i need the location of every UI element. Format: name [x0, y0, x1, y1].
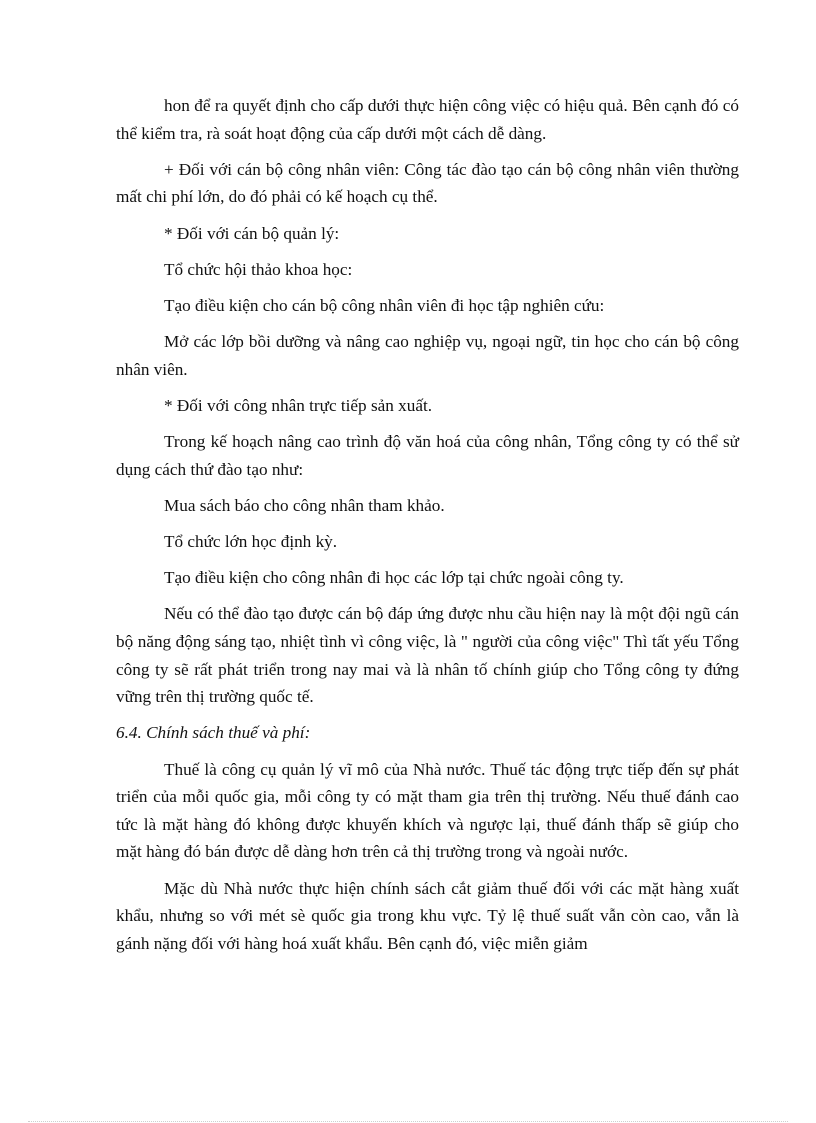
paragraph: Mở các lớp bồi dưỡng và nâng cao nghiệp vụ, ngoại ngữ, tin học cho cán bộ công nhân viên.: [116, 332, 739, 379]
paragraph: Tổ chức lớn học định kỳ.: [164, 532, 338, 552]
paragraph: + Đối với cán bộ công nhân viên: Công tác đào tạo cán bộ công nhân viên thường mất chi phí lớn, do đó phải có kế hoạch cụ thể.: [116, 159, 739, 207]
paragraph: * Đối với cán bộ quản lý:: [164, 223, 340, 243]
paragraph: Trong kế hoạch nâng cao trình độ văn hoá của công nhân, Tổng công ty có thể sử dụng cách thứ đào tạo như:: [116, 432, 739, 479]
paragraph: Tạo điều kiện cho công nhân đi học các lớp tại chức ngoài công ty.: [164, 568, 624, 588]
section-heading: 6.4. Chính sách thuế và phí:: [116, 723, 311, 743]
paragraph: Thuế là công cụ quản lý vĩ mô của Nhà nước. Thuế tác động trực tiếp đến sự phát triển của mỗi quốc gia, mỗi công ty có mặt tham gia trên thị trường. Nếu thuế đánh cao tức là mặt hàng đó không được khuyến khích và ngược lại, thuế đánh thấp sẽ giúp cho mặt hàng đó bán được dễ dàng hơn trên cả thị trường trong và ngoài nước.: [116, 759, 739, 862]
paragraph: Mua sách báo cho công nhân tham khảo.: [164, 495, 445, 515]
paragraph: Tạo điều kiện cho cán bộ công nhân viên đi học tập nghiên cứu:: [164, 295, 605, 315]
document-page: [116, 92, 739, 966]
paragraph: Tổ chức hội thảo khoa học:: [164, 259, 353, 279]
paragraph: * Đối với công nhân trực tiếp sản xuất.: [164, 395, 433, 415]
page-bottom-divider: [28, 1121, 788, 1122]
paragraph: hon để ra quyết định cho cấp dưới thực hiện công việc có hiệu quả. Bên cạnh đó có thể kiểm tra, rà soát hoạt động của cấp dưới một cách dễ dàng.: [116, 96, 739, 143]
paragraph: Nếu có thể đào tạo được cán bộ đáp ứng được nhu cầu hiện nay là một đội ngũ cán bộ năng động sáng tạo, nhiệt tình vì công việc, là " người của công việc" Thì tất yếu Tổng công ty sẽ rất phát triển trong nay mai và là nhân tố chính giúp cho Tổng công ty đứng vững trên thị trường quốc tế.: [116, 604, 739, 707]
paragraph: Mặc dù Nhà nước thực hiện chính sách cắt giảm thuế đối với các mặt hàng xuất khẩu, nhưng so với mét sè quốc gia trong khu vực. Tỷ lệ thuế suất vẫn còn cao, vẫn là gánh nặng đối với hàng hoá xuất khẩu. Bên cạnh đó, việc miễn giảm: [116, 878, 739, 953]
